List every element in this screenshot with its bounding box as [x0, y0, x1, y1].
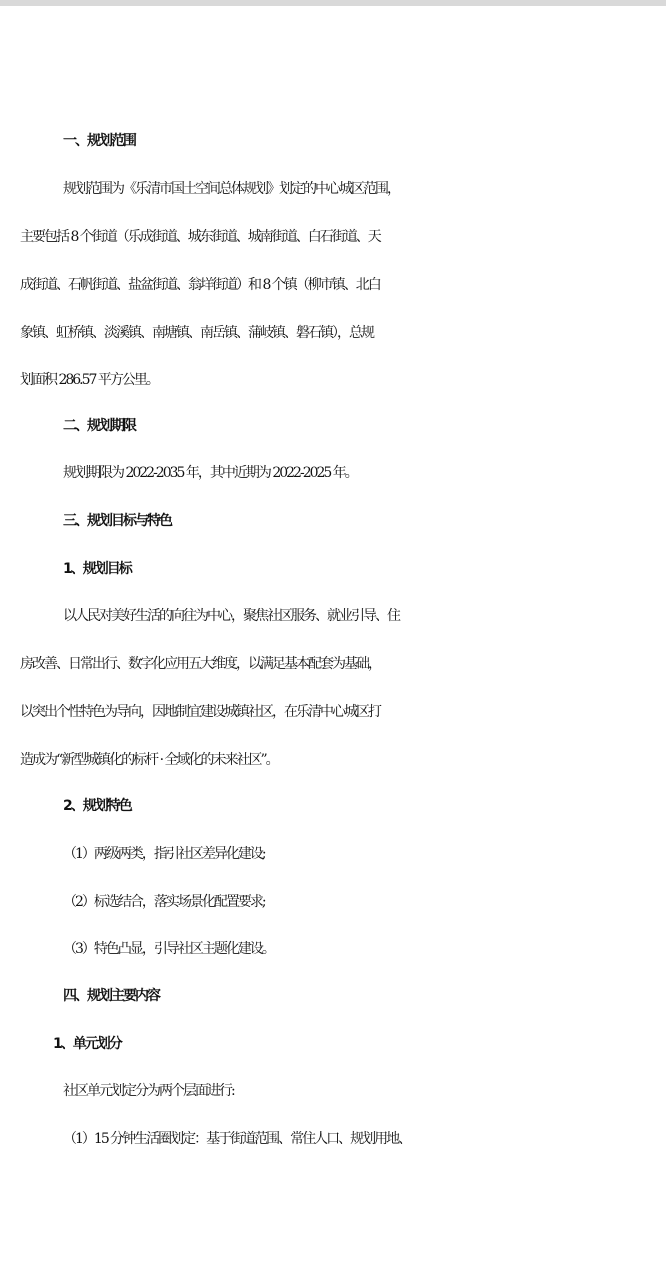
section-heading-content: 四、规划主要内容: [63, 988, 159, 1004]
paragraph-line: 以人民对美好生活的向往为中心，聚焦社区服务、就业引导、住: [63, 608, 399, 624]
paragraph-line: 象镇、虹桥镇、淡溪镇、南塘镇、南岳镇、蒲岐镇、磐石镇），总规: [20, 325, 373, 341]
paragraph-line: 主要包括 8 个街道（乐成街道、城东街道、城南街道、白石街道、天: [20, 229, 380, 245]
section-heading-scope: 一、规划范围: [63, 133, 135, 149]
paragraph-line: 规划期限为 2022-2035 年，其中近期为 2022-2025 年。: [63, 465, 357, 481]
list-item: （1）两级两类，指引社区差异化建设;: [63, 846, 265, 862]
paragraph-line: 以突出个性特色为导向，因地制宜建设城镇社区，在乐清中心城区打: [20, 704, 380, 720]
paragraph-line: 房改善、日常出行、数字化应用五大维度，以满足基本配套为基础，: [20, 656, 380, 672]
top-edge-bar: [0, 0, 666, 6]
list-item: （1）15 分钟生活圈划定：基于街道范围、常住人口、规划用地、: [63, 1131, 411, 1147]
paragraph-line: 成街道、石帆街道、盐盆街道、翁垟街道）和 8 个镇（柳市镇、北白: [20, 277, 380, 293]
section-heading-goals: 三、规划目标与特色: [63, 513, 171, 529]
subheading-goals: 1、规划目标: [63, 561, 131, 577]
paragraph-line: 划面积 286.57 平方公里。: [20, 372, 158, 388]
subheading-features: 2、规划特色: [63, 798, 131, 814]
paragraph-line: 造成为“新型城镇化的标杆 · 全域化的未来社区”。: [20, 752, 278, 768]
paragraph-line: 社区单元划定分为两个层面进行:: [63, 1083, 234, 1099]
paragraph-line: 规划范围为《乐清市国土空间总体规划》划定的中心城区范围，: [63, 181, 399, 197]
subheading-units: 1、单元划分: [53, 1036, 121, 1052]
list-item: （2）标选结合，落实场景化配置要求;: [63, 894, 265, 910]
section-heading-period: 二、规划期限: [63, 418, 135, 434]
list-item: （3）特色凸显，引导社区主题化建设。: [63, 941, 274, 957]
